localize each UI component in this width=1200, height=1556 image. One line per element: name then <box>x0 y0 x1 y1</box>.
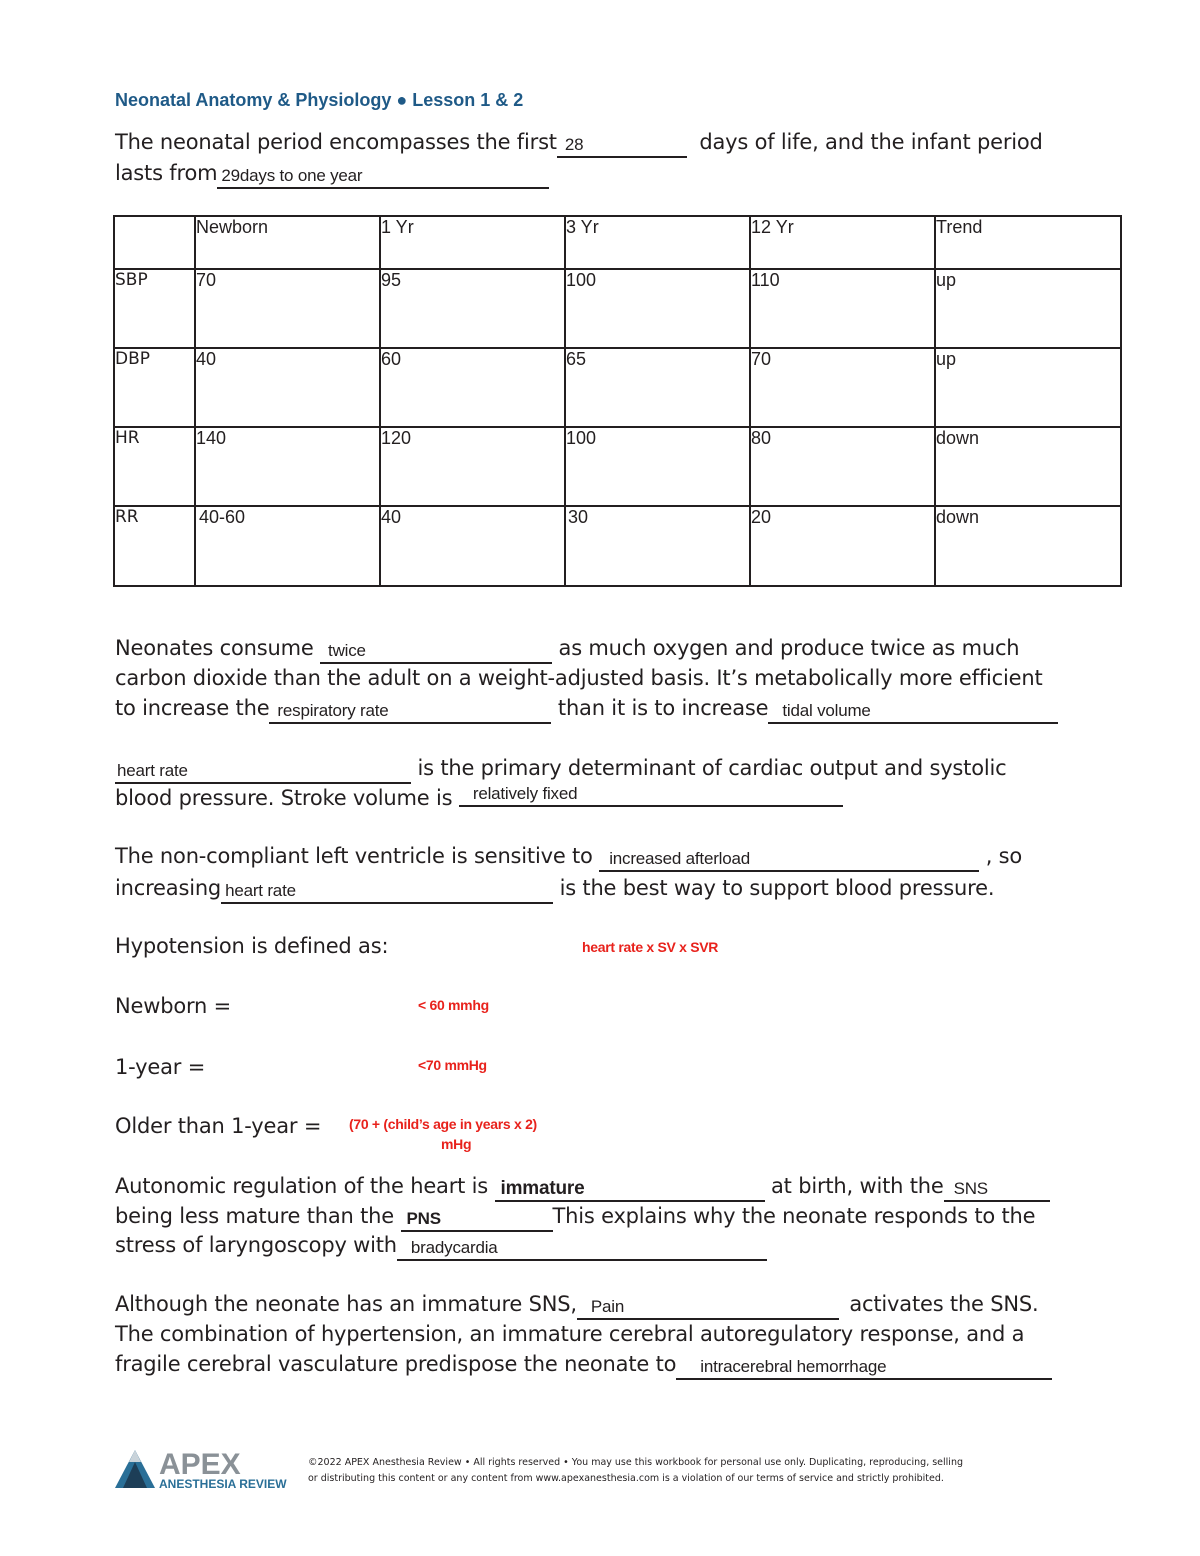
table-cell: 40 <box>195 348 380 427</box>
table-row <box>114 269 1121 348</box>
row-label: DBP <box>114 348 195 427</box>
table-cell: 70 <box>750 348 935 427</box>
col-header: Newborn <box>195 216 380 269</box>
intro-text: lasts from <box>115 161 218 185</box>
para-text: Although the neonate has an immature SNS, <box>115 1292 577 1316</box>
table-row <box>114 506 1121 586</box>
answer-stroke-volume: relatively fixed <box>459 783 843 807</box>
answer-tidal-volume: tidal volume <box>768 700 1058 724</box>
para-text: activates the SNS. <box>849 1292 1039 1316</box>
copyright-notice <box>308 1455 963 1487</box>
oxygen-line-3 <box>115 696 1058 723</box>
table-cell: 20 <box>750 506 935 586</box>
autonomic-line-1 <box>115 1174 1050 1201</box>
copyright-line: or distributing this content or any content from www.apexanesthesia.com is a violation of our terms of service and strictly prohibited. <box>308 1473 944 1484</box>
para-text: fragile cerebral vasculature predispose the neonate to <box>115 1352 677 1376</box>
autonomic-line-2 <box>115 1204 1035 1231</box>
older-answer-line-2: mHg <box>441 1136 472 1152</box>
hypotension-answer: heart rate x SV x SVR <box>582 939 719 955</box>
logo-wordmark: APEX <box>159 1448 241 1481</box>
lv-line-1 <box>115 844 1022 871</box>
col-header: 12 Yr <box>750 216 935 269</box>
answer-support-bp: heart rate <box>221 880 553 904</box>
copyright-line: ©2022 APEX Anesthesia Review • All rights reserved • You may use this workbook for personal use only. Duplicating, reproducing, selling <box>308 1457 963 1468</box>
para-text: to increase the <box>115 696 270 720</box>
answer-oxygen-consumption: twice <box>320 640 552 664</box>
corner-cell <box>114 216 195 269</box>
row-label: SBP <box>114 269 195 348</box>
answer-afterload: increased afterload <box>599 848 979 872</box>
col-header: 1 Yr <box>380 216 565 269</box>
sns-line-3 <box>115 1352 1052 1379</box>
autonomic-line-3 <box>115 1233 767 1260</box>
apex-logo <box>115 1446 295 1491</box>
table-cell: 100 <box>565 427 750 506</box>
vitals-table <box>113 215 1122 587</box>
one-year-question: 1-year = <box>115 1055 206 1079</box>
answer-neonatal-days: 28 <box>557 134 687 158</box>
table-cell: 70 <box>195 269 380 348</box>
table-cell: 40 <box>380 506 565 586</box>
answer-sns-activator: Pain <box>577 1296 839 1320</box>
intro-line-2 <box>115 161 549 188</box>
para-text: Autonomic regulation of the heart is <box>115 1174 489 1198</box>
table-cell: down <box>935 506 1121 586</box>
hr-line-1 <box>115 756 1006 783</box>
para-text: Neonates consume <box>115 636 314 660</box>
table-cell: 60 <box>380 348 565 427</box>
para-text: stress of laryngoscopy with <box>115 1233 397 1257</box>
para-text: than it is to increase <box>557 696 769 720</box>
table-cell: 100 <box>565 269 750 348</box>
mountain-logo-icon <box>115 1446 295 1491</box>
older-answer-line-1: (70 + (child’s age in years x 2) <box>349 1116 537 1132</box>
oxygen-line-1 <box>115 636 1019 663</box>
col-header: Trend <box>935 216 1121 269</box>
intro-text: The neonatal period encompasses the first <box>115 130 557 154</box>
hr-line-2 <box>115 786 843 813</box>
para-text: The non-compliant left ventricle is sensitive to <box>115 844 593 868</box>
oxygen-line-2: carbon dioxide than the adult on a weight-adjusted basis. It’s metabolically more efficient <box>115 666 1043 690</box>
table-cell: up <box>935 269 1121 348</box>
para-text: , so <box>985 844 1023 868</box>
older-question: Older than 1-year = <box>115 1114 322 1138</box>
para-text: is the best way to support blood pressure. <box>559 876 995 900</box>
para-text: This explains why the neonate responds to the <box>552 1204 1036 1228</box>
table-cell: 65 <box>565 348 750 427</box>
sns-line-2: The combination of hypertension, an immature cerebral autoregulatory response, and a <box>115 1322 1025 1346</box>
answer-autonomic-regulation: immature <box>495 1178 765 1202</box>
para-text: at birth, with the <box>771 1174 944 1198</box>
table-cell: 120 <box>380 427 565 506</box>
answer-respiratory-rate: respiratory rate <box>269 700 551 724</box>
table-row <box>114 427 1121 506</box>
para-text: is the primary determinant of cardiac output and systolic <box>417 756 1007 780</box>
row-label: RR <box>114 506 195 586</box>
hypotension-question: Hypotension is defined as: <box>115 934 389 958</box>
newborn-answer: < 60 mmhg <box>418 997 489 1013</box>
table-cell: 110 <box>750 269 935 348</box>
row-label: HR <box>114 427 195 506</box>
sns-line-1 <box>115 1292 1039 1319</box>
table-cell: 140 <box>195 427 380 506</box>
newborn-question: Newborn = <box>115 994 232 1018</box>
intro-line-1 <box>115 130 1043 157</box>
answer-less-mature-system: SNS <box>944 1178 1050 1202</box>
table-cell: 95 <box>380 269 565 348</box>
page-header: Neonatal Anatomy & Physiology ● Lesson 1 & 2 <box>115 90 524 110</box>
table-cell: down <box>935 427 1121 506</box>
para-text: increasing <box>115 876 222 900</box>
intro-text: days of life, and the infant period <box>699 130 1043 154</box>
table-cell: 80 <box>750 427 935 506</box>
table-row <box>114 348 1121 427</box>
col-header: 3 Yr <box>565 216 750 269</box>
answer-infant-period: 29days to one year <box>217 165 549 189</box>
para-text: blood pressure. Stroke volume is <box>115 786 453 810</box>
answer-predisposition: intracerebral hemorrhage <box>676 1356 1052 1380</box>
table-cell: up <box>935 348 1121 427</box>
table-cell: 40-60 <box>195 506 380 586</box>
table-header-row <box>114 216 1121 269</box>
logo-subtitle: ANESTHESIA REVIEW <box>159 1477 287 1491</box>
para-text: being less mature than the <box>115 1204 395 1228</box>
one-year-answer: <70 mmHg <box>418 1057 487 1073</box>
answer-more-mature-system: PNS <box>401 1208 553 1232</box>
answer-laryngoscopy-response: bradycardia <box>397 1237 767 1261</box>
para-text: as much oxygen and produce twice as much <box>558 636 1020 660</box>
table-cell: 30 <box>565 506 750 586</box>
lv-line-2 <box>115 876 994 903</box>
answer-primary-determinant: heart rate <box>115 760 411 784</box>
